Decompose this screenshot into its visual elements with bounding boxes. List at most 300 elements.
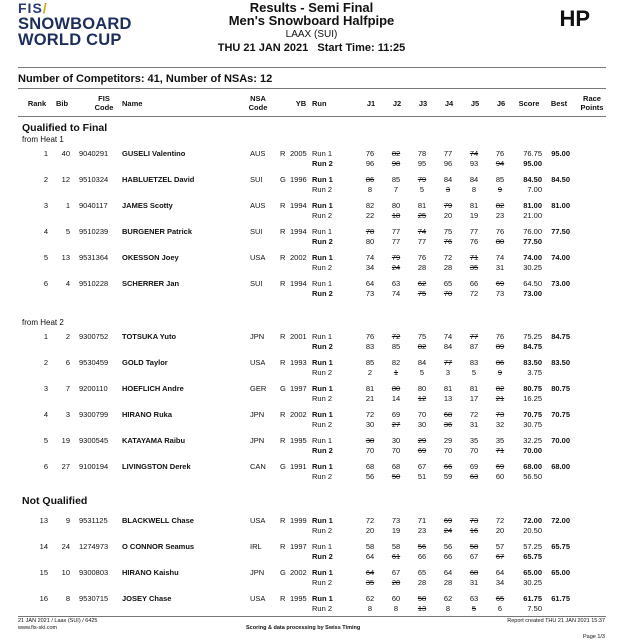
nsa-cell: AUS xyxy=(250,149,266,158)
nsa-cell: JPN xyxy=(250,568,265,577)
judge-score-cell: 20 xyxy=(443,211,453,220)
judge-score-cell: 29 xyxy=(443,436,453,445)
class-cell: R xyxy=(280,358,286,367)
judge-score-cell: 20 xyxy=(365,526,375,535)
rank-cell: 4 xyxy=(43,410,48,419)
judge-score-cell: 72 xyxy=(391,332,401,341)
table-row xyxy=(0,383,623,405)
run-score-cell: 80.75 xyxy=(523,384,542,393)
run-score-cell: 16.25 xyxy=(523,394,542,403)
run-score-cell: 77.50 xyxy=(523,237,542,246)
judge-score-cell: 69 xyxy=(469,462,479,471)
judge-score-cell: 93 xyxy=(469,159,479,168)
year-of-birth-cell: 2002 xyxy=(290,410,307,419)
judge-score-cell: 5 xyxy=(419,368,425,377)
judge-score-cell: 75 xyxy=(443,227,453,236)
run-label: Run 2 xyxy=(312,289,333,298)
section-title: Qualified to Final xyxy=(22,122,108,134)
judge-score-cell: 65 xyxy=(417,568,427,577)
judge-score-cell: 24 xyxy=(391,263,401,272)
judge-score-cell: 28 xyxy=(443,263,453,272)
best-cell: 95.00 xyxy=(551,149,570,158)
judge-score-cell: 68 xyxy=(391,462,401,471)
judge-score-cell: 17 xyxy=(469,394,479,403)
bib-cell: 7 xyxy=(65,384,70,393)
athlete-name-cell: GOLD Taylor xyxy=(122,358,168,367)
rank-cell: 16 xyxy=(39,594,48,603)
bib-cell: 19 xyxy=(61,436,70,445)
rank-cell: 13 xyxy=(39,516,48,525)
year-of-birth-cell: 1997 xyxy=(290,542,307,551)
athlete-name-cell: HIRANO Ruka xyxy=(122,410,173,419)
athlete-name-cell: HIRANO Kaishu xyxy=(122,568,179,577)
bib-cell: 2 xyxy=(65,332,70,341)
judge-score-cell: 78 xyxy=(365,227,375,236)
run-label: Run 2 xyxy=(312,552,333,561)
run-label: Run 1 xyxy=(312,332,333,341)
table-row xyxy=(0,515,623,537)
rank-cell: 15 xyxy=(39,568,48,577)
run-label: Run 1 xyxy=(312,462,333,471)
table-row xyxy=(0,174,623,196)
athlete-name-cell: GUSELI Valentino xyxy=(122,149,186,158)
run-label: Run 2 xyxy=(312,263,333,272)
judge-score-cell: 28 xyxy=(417,578,427,587)
run-score-cell: 32.25 xyxy=(523,436,542,445)
judge-score-cell: 5 xyxy=(471,368,477,377)
judge-score-cell: 96 xyxy=(365,159,375,168)
judge-score-cell: 84 xyxy=(443,342,453,351)
best-cell: 65.75 xyxy=(551,542,570,551)
run-label: Run 1 xyxy=(312,384,333,393)
judge-score-cell: 76 xyxy=(469,237,479,246)
judge-score-cell: 74 xyxy=(495,253,505,262)
athlete-name-cell: SCHERRER Jan xyxy=(122,279,180,288)
judge-score-cell: 61 xyxy=(391,552,401,561)
year-of-birth-cell: 1994 xyxy=(290,227,307,236)
judge-score-cell: 18 xyxy=(391,211,401,220)
run-label: Run 2 xyxy=(312,446,333,455)
judge-score-cell: 70 xyxy=(365,446,375,455)
footer-report-created: Report created THU 21 JAN 2021 15:37 xyxy=(507,618,605,624)
class-cell: G xyxy=(280,175,286,184)
judge-score-cell: 19 xyxy=(391,526,401,535)
judge-score-cell: 8 xyxy=(471,185,477,194)
judge-score-cell: 30 xyxy=(365,420,375,429)
judge-score-cell: 31 xyxy=(469,420,479,429)
run-score-cell: 65.75 xyxy=(523,552,542,561)
judge-score-cell: 14 xyxy=(391,394,401,403)
column-header-rank: Rank xyxy=(27,99,47,108)
judge-score-cell: 82 xyxy=(391,358,401,367)
judge-score-cell: 84 xyxy=(417,358,427,367)
judge-score-cell: 81 xyxy=(443,384,453,393)
judge-score-cell: 25 xyxy=(417,211,427,220)
fis-code-cell: 9530459 xyxy=(79,358,109,367)
best-cell: 70.75 xyxy=(551,410,570,419)
judge-score-cell: 13 xyxy=(443,394,453,403)
judge-score-cell: 67 xyxy=(495,552,505,561)
section-title: Not Qualified xyxy=(22,495,88,507)
class-cell: R xyxy=(280,594,286,603)
column-header-j3: J3 xyxy=(418,99,428,108)
judge-score-cell: 75 xyxy=(417,289,427,298)
judge-score-cell: 71 xyxy=(417,516,427,525)
best-cell: 74.00 xyxy=(551,253,570,262)
class-cell: R xyxy=(280,516,286,525)
judge-score-cell: 2 xyxy=(367,368,373,377)
judge-score-cell: 85 xyxy=(391,175,401,184)
judge-score-cell: 78 xyxy=(417,149,427,158)
judge-score-cell: 30 xyxy=(417,420,427,429)
bib-cell: 40 xyxy=(61,149,70,158)
rank-cell: 5 xyxy=(43,253,48,262)
rank-cell: 6 xyxy=(43,462,48,471)
best-cell: 81.00 xyxy=(551,201,570,210)
fis-code-cell: 9530715 xyxy=(79,594,109,603)
class-cell: R xyxy=(280,542,286,551)
judge-score-cell: 58 xyxy=(391,542,401,551)
best-cell: 65.00 xyxy=(551,568,570,577)
class-cell: R xyxy=(280,410,286,419)
run-score-cell: 84.75 xyxy=(523,342,542,351)
divider xyxy=(18,116,606,117)
nsa-cell: SUI xyxy=(250,175,263,184)
judge-score-cell: 74 xyxy=(391,289,401,298)
judge-score-cell: 5 xyxy=(471,604,477,613)
judge-score-cell: 63 xyxy=(469,472,479,481)
judge-score-cell: 77 xyxy=(391,227,401,236)
judge-score-cell: 77 xyxy=(469,332,479,341)
judge-score-cell: 62 xyxy=(365,594,375,603)
run-label: Run 2 xyxy=(312,185,333,194)
run-score-cell: 57.25 xyxy=(523,542,542,551)
athlete-name-cell: JAMES Scotty xyxy=(122,201,173,210)
run-score-cell: 30.75 xyxy=(523,420,542,429)
judge-score-cell: 84 xyxy=(443,175,453,184)
fis-code-cell: 9040117 xyxy=(79,201,108,210)
judge-score-cell: 50 xyxy=(391,472,401,481)
event-title: Men's Snowboard Halfpipe xyxy=(228,13,395,28)
run-score-cell: 75.25 xyxy=(523,332,542,341)
judge-score-cell: 8 xyxy=(367,604,373,613)
judge-score-cell: 70 xyxy=(417,410,427,419)
judge-score-cell: 72 xyxy=(469,410,479,419)
table-row xyxy=(0,226,623,248)
judge-score-cell: 56 xyxy=(417,542,427,551)
bib-cell: 4 xyxy=(65,279,70,288)
run-score-cell: 30.25 xyxy=(523,578,542,587)
fis-code-cell: 1274973 xyxy=(79,542,109,551)
fis-code-cell: 9510324 xyxy=(79,175,109,184)
run-label: Run 1 xyxy=(312,358,333,367)
nsa-cell: USA xyxy=(250,358,266,367)
judge-score-cell: 79 xyxy=(391,253,401,262)
judge-score-cell: 3 xyxy=(445,185,451,194)
run-score-cell: 21.00 xyxy=(523,211,542,220)
nsa-cell: JPN xyxy=(250,332,265,341)
judge-score-cell: 19 xyxy=(469,211,479,220)
judge-score-cell: 62 xyxy=(417,279,427,288)
column-header-j1: J1 xyxy=(366,99,376,108)
year-of-birth-cell: 1991 xyxy=(290,462,307,471)
year-of-birth-cell: 1994 xyxy=(290,279,307,288)
athlete-name-cell: TOTSUKA Yuto xyxy=(122,332,177,341)
judge-score-cell: 74 xyxy=(443,332,453,341)
bib-cell: 8 xyxy=(65,594,70,603)
judge-score-cell: 7 xyxy=(393,185,399,194)
event-location: LAAX (SUI) xyxy=(285,29,338,40)
fis-code-cell: 9200110 xyxy=(79,384,108,393)
judge-score-cell: 68 xyxy=(469,568,479,577)
judge-score-cell: 76 xyxy=(443,237,453,246)
judge-score-cell: 85 xyxy=(495,175,505,184)
rank-cell: 2 xyxy=(43,358,48,367)
judge-score-cell: 67 xyxy=(417,462,427,471)
nsa-cell: CAN xyxy=(250,462,266,471)
fis-code-cell: 9300545 xyxy=(79,436,109,445)
judge-score-cell: 66 xyxy=(443,552,453,561)
logo-line-2: WORLD CUP xyxy=(18,31,122,49)
judge-score-cell: 74 xyxy=(365,253,375,262)
judge-score-cell: 60 xyxy=(495,472,505,481)
run-label: Run 2 xyxy=(312,159,333,168)
judge-score-cell: 72 xyxy=(365,516,375,525)
judge-score-cell: 65 xyxy=(495,594,505,603)
best-cell: 84.50 xyxy=(551,175,570,184)
run-label: Run 2 xyxy=(312,604,333,613)
judge-score-cell: 32 xyxy=(495,420,505,429)
table-row xyxy=(0,148,623,170)
judge-score-cell: 69 xyxy=(495,279,505,288)
judge-score-cell: 8 xyxy=(393,604,399,613)
column-header-j5: J5 xyxy=(470,99,480,108)
judge-score-cell: 28 xyxy=(391,578,401,587)
class-cell: R xyxy=(280,332,286,341)
year-of-birth-cell: 2002 xyxy=(290,568,307,577)
nsa-cell: USA xyxy=(250,253,266,262)
column-header-name: Name xyxy=(122,99,143,108)
run-score-cell: 74.00 xyxy=(523,253,542,262)
judge-score-cell: 82 xyxy=(495,201,505,210)
divider xyxy=(18,67,606,68)
run-label: Run 2 xyxy=(312,368,333,377)
footer-divider xyxy=(18,616,606,617)
run-score-cell: 3.75 xyxy=(527,368,542,377)
year-of-birth-cell: 1995 xyxy=(290,436,307,445)
fis-code-cell: 9531125 xyxy=(79,516,108,525)
table-row xyxy=(0,593,623,615)
athlete-name-cell: HABLUETZEL David xyxy=(122,175,195,184)
run-score-cell: 81.00 xyxy=(523,201,542,210)
judge-score-cell: 95 xyxy=(417,159,427,168)
judge-score-cell: 80 xyxy=(417,384,427,393)
bib-cell: 27 xyxy=(61,462,70,471)
judge-score-cell: 66 xyxy=(469,279,479,288)
rank-cell: 1 xyxy=(43,332,48,341)
judge-score-cell: 64 xyxy=(443,568,453,577)
run-score-cell: 95.00 xyxy=(523,159,542,168)
fis-code-cell: 9040291 xyxy=(79,149,109,158)
judge-score-cell: 87 xyxy=(469,342,479,351)
nsa-cell: SUI xyxy=(250,227,263,236)
column-header-j4: J4 xyxy=(444,99,454,108)
best-cell: 70.00 xyxy=(551,436,570,445)
athlete-name-cell: BLACKWELL Chase xyxy=(122,516,194,525)
judge-score-cell: 72 xyxy=(365,410,375,419)
bib-cell: 1 xyxy=(65,201,70,210)
class-cell: G xyxy=(280,568,286,577)
judge-score-cell: 20 xyxy=(495,526,505,535)
judge-score-cell: 69 xyxy=(417,446,427,455)
judge-score-cell: 69 xyxy=(495,462,505,471)
judge-score-cell: 65 xyxy=(443,279,453,288)
year-of-birth-cell: 2002 xyxy=(290,253,307,262)
judge-score-cell: 69 xyxy=(443,516,453,525)
class-cell: R xyxy=(280,253,286,262)
nsa-cell: SUI xyxy=(250,279,263,288)
heat-label: from Heat 1 xyxy=(22,135,64,144)
judge-score-cell: 86 xyxy=(495,358,505,367)
run-score-cell: 65.00 xyxy=(523,568,542,577)
year-of-birth-cell: 1994 xyxy=(290,201,307,210)
nsa-cell: USA xyxy=(250,594,266,603)
judge-score-cell: 66 xyxy=(417,552,427,561)
fis-wordmark: FIS/ xyxy=(18,0,48,16)
table-row xyxy=(0,200,623,222)
judge-score-cell: 34 xyxy=(495,578,505,587)
judge-score-cell: 64 xyxy=(495,568,505,577)
judge-score-cell: 63 xyxy=(469,594,479,603)
judge-score-cell: 83 xyxy=(469,358,479,367)
footer-date: 21 JAN 2021 / Laax (SUI) / 6425 xyxy=(18,618,98,624)
run-label: Run 1 xyxy=(312,436,333,445)
judge-score-cell: 83 xyxy=(365,342,375,351)
run-score-cell: 70.75 xyxy=(523,410,542,419)
nsa-cell: USA xyxy=(250,516,266,525)
column-header-race-points: Race Points xyxy=(580,94,604,112)
judge-score-cell: 73 xyxy=(391,516,401,525)
run-label: Run 2 xyxy=(312,578,333,587)
run-label: Run 2 xyxy=(312,237,333,246)
table-row xyxy=(0,409,623,431)
judge-score-cell: 64 xyxy=(365,279,375,288)
run-score-cell: 70.00 xyxy=(523,446,542,455)
rank-cell: 5 xyxy=(43,436,48,445)
judge-score-cell: 28 xyxy=(443,578,453,587)
run-label: Run 1 xyxy=(312,279,333,288)
judge-score-cell: 73 xyxy=(365,289,375,298)
column-header-j6: J6 xyxy=(496,99,506,108)
judge-score-cell: 68 xyxy=(443,410,453,419)
judge-score-cell: 76 xyxy=(495,149,505,158)
judge-score-cell: 58 xyxy=(365,542,375,551)
athlete-name-cell: O CONNOR Seamus xyxy=(122,542,195,551)
run-score-cell: 76.75 xyxy=(523,149,542,158)
table-row xyxy=(0,252,623,274)
judge-score-cell: 71 xyxy=(495,446,505,455)
athlete-name-cell: BURGENER Patrick xyxy=(122,227,193,236)
judge-score-cell: 76 xyxy=(495,227,505,236)
judge-score-cell: 82 xyxy=(417,342,427,351)
athlete-name-cell: KATAYAMA Raibu xyxy=(122,436,186,445)
judge-score-cell: 74 xyxy=(417,227,427,236)
column-header-j2: J2 xyxy=(392,99,402,108)
judge-score-cell: 56 xyxy=(443,542,453,551)
judge-score-cell: 73 xyxy=(495,289,505,298)
judge-score-cell: 80 xyxy=(365,237,375,246)
judge-score-cell: 30 xyxy=(391,436,401,445)
bib-cell: 10 xyxy=(61,568,70,577)
column-header-run: Run xyxy=(312,99,327,108)
run-score-cell: 64.50 xyxy=(523,279,542,288)
bib-cell: 13 xyxy=(61,253,70,262)
judge-score-cell: 85 xyxy=(365,358,375,367)
competitor-count: Number of Competitors: 41, Number of NSAs: 12 xyxy=(18,73,273,85)
footer-timing: Scoring & data processing by Swiss Timing xyxy=(246,625,361,631)
bib-cell: 5 xyxy=(65,227,70,236)
rank-cell: 1 xyxy=(43,149,48,158)
class-cell: G xyxy=(280,462,286,471)
footer-website[interactable]: www.fis-ski.com xyxy=(18,625,58,631)
judge-score-cell: 23 xyxy=(417,526,427,535)
judge-score-cell: 35 xyxy=(469,263,479,272)
judge-score-cell: 64 xyxy=(365,552,375,561)
class-cell: R xyxy=(280,436,286,445)
judge-score-cell: 9 xyxy=(497,185,503,194)
judge-score-cell: 81 xyxy=(469,201,479,210)
table-row xyxy=(0,357,623,379)
judge-score-cell: 59 xyxy=(443,472,453,481)
judge-score-cell: 82 xyxy=(391,149,401,158)
year-of-birth-cell: 2001 xyxy=(290,332,307,341)
logo-line-1: SNOWBOARD xyxy=(18,15,132,33)
judge-score-cell: 58 xyxy=(417,594,427,603)
run-label: Run 1 xyxy=(312,568,333,577)
fis-code-cell: 9510239 xyxy=(79,227,109,236)
column-header-nsa: NSA Code xyxy=(248,94,268,112)
judge-score-cell: 27 xyxy=(391,420,401,429)
judge-score-cell: 16 xyxy=(469,526,479,535)
judge-score-cell: 73 xyxy=(469,516,479,525)
judge-score-cell: 23 xyxy=(495,211,505,220)
year-of-birth-cell: 1995 xyxy=(290,594,307,603)
table-row xyxy=(0,278,623,300)
fis-code-cell: 9300799 xyxy=(79,410,109,419)
judge-score-cell: 85 xyxy=(391,342,401,351)
judge-score-cell: 35 xyxy=(365,578,375,587)
judge-score-cell: 74 xyxy=(469,149,479,158)
judge-score-cell: 76 xyxy=(365,149,375,158)
rank-cell: 4 xyxy=(43,227,48,236)
judge-score-cell: 81 xyxy=(365,384,375,393)
class-cell: R xyxy=(280,201,286,210)
judge-score-cell: 84 xyxy=(469,175,479,184)
judge-score-cell: 51 xyxy=(417,472,427,481)
judge-score-cell: 1 xyxy=(393,368,399,377)
judge-score-cell: 31 xyxy=(495,263,505,272)
best-cell: 83.50 xyxy=(551,358,570,367)
judge-score-cell: 5 xyxy=(419,185,425,194)
bib-cell: 24 xyxy=(61,542,70,551)
class-cell: R xyxy=(280,227,286,236)
judge-score-cell: 76 xyxy=(417,253,427,262)
judge-score-cell: 80 xyxy=(391,201,401,210)
judge-score-cell: 70 xyxy=(391,446,401,455)
best-cell: 72.00 xyxy=(551,516,570,525)
run-label: Run 1 xyxy=(312,149,333,158)
nsa-cell: AUS xyxy=(250,201,266,210)
